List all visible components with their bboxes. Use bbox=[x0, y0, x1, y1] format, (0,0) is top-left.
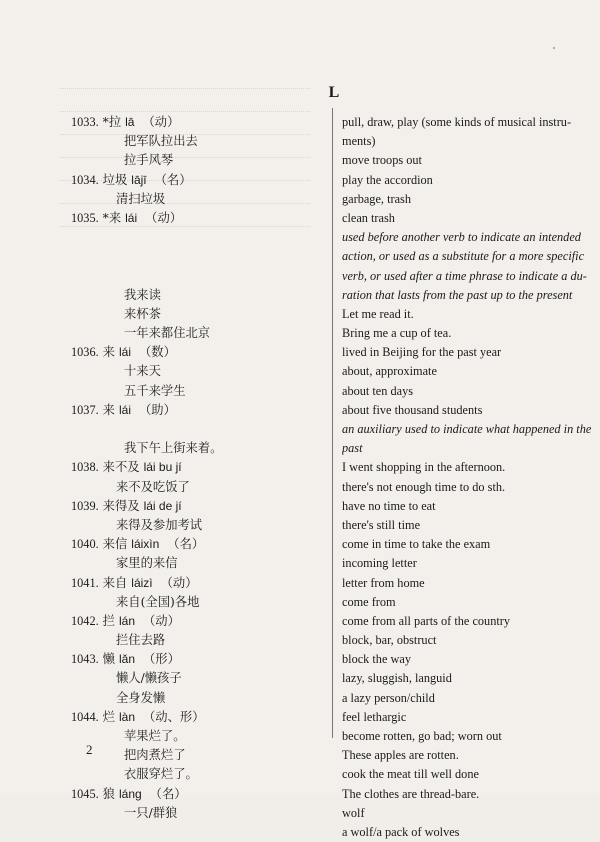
headword: 烂 bbox=[102, 709, 115, 724]
example-phrase: 五千来学生 bbox=[124, 383, 186, 398]
example-phrase: 我来读 bbox=[124, 287, 161, 302]
usage-note: ration that lasts from the past up to the present bbox=[342, 287, 573, 302]
entry-number: 1041. bbox=[71, 575, 99, 590]
example-phrase: 全身发懒 bbox=[116, 690, 166, 705]
pinyin: láng bbox=[118, 786, 142, 801]
translation: lazy, sluggish, languid bbox=[342, 671, 452, 686]
example-phrase bbox=[71, 247, 333, 266]
translation: block, bar, obstruct bbox=[342, 633, 437, 648]
pinyin: láizì bbox=[131, 575, 153, 590]
translation: letter from home bbox=[342, 575, 425, 590]
example-phrase bbox=[71, 267, 333, 286]
english-column bbox=[342, 113, 594, 842]
example-phrase bbox=[71, 420, 333, 439]
example-phrase: 来得及参加考试 bbox=[116, 517, 203, 532]
translation: cook the meat till well done bbox=[342, 767, 479, 782]
section-letter: L bbox=[328, 84, 340, 101]
entry-headword-row bbox=[71, 574, 333, 593]
example-phrase: 清扫垃圾 bbox=[116, 191, 166, 206]
part-of-speech: （名） bbox=[154, 172, 192, 187]
entry-number: 1044. bbox=[71, 709, 99, 724]
part-of-speech: （动、形） bbox=[143, 709, 205, 724]
translation: clean trash bbox=[342, 210, 395, 225]
entry-number: 1036. bbox=[71, 345, 99, 360]
example-phrase: 苹果烂了。 bbox=[124, 729, 186, 743]
headword: 来 bbox=[102, 345, 115, 360]
pinyin: làn bbox=[118, 709, 135, 724]
example-phrase: 把军队拉出去 bbox=[124, 134, 198, 149]
part-of-speech: （数） bbox=[139, 345, 176, 360]
usage-note: an auxiliary used to indicate what happened in the bbox=[342, 422, 592, 436]
translation: come from bbox=[342, 594, 396, 609]
translation: I went shopping in the afternoon. bbox=[342, 460, 506, 475]
entry-headword-row bbox=[71, 497, 333, 516]
example-phrase: 衣服穿烂了。 bbox=[124, 767, 198, 782]
pinyin: láixìn bbox=[131, 537, 160, 552]
entry-number: 1043. bbox=[71, 652, 99, 667]
entry-headword-row bbox=[71, 785, 333, 804]
translation: ments) bbox=[342, 134, 376, 149]
headword: 懒 bbox=[102, 652, 115, 667]
headword: 来自 bbox=[102, 575, 128, 590]
headword: 垃圾 bbox=[102, 172, 128, 187]
entry-number: 1040. bbox=[71, 537, 99, 552]
usage-note: action, or used as a substitute for a more specific bbox=[342, 249, 585, 264]
part-of-speech: （动） bbox=[143, 613, 180, 628]
example-phrase: 拦住去路 bbox=[116, 633, 166, 648]
entry-headword-row bbox=[71, 535, 333, 554]
translation: garbage, trash bbox=[342, 191, 411, 206]
pinyin: lái bbox=[125, 210, 138, 225]
example-phrase: 一只/群狼 bbox=[124, 805, 178, 820]
page-number: 2 bbox=[86, 742, 93, 757]
translation: These apples are rotten. bbox=[342, 748, 459, 763]
entry-headword-row bbox=[71, 171, 333, 190]
pinyin: lán bbox=[118, 613, 135, 628]
translation: move troops out bbox=[342, 153, 422, 168]
pinyin: lái de jí bbox=[143, 498, 182, 513]
page-speck bbox=[553, 47, 555, 49]
translation: Bring me a cup of tea. bbox=[342, 326, 452, 341]
chinese-column bbox=[71, 113, 333, 823]
headword: 来 bbox=[102, 402, 115, 417]
entry-number: 1033. bbox=[71, 115, 99, 129]
entry-headword-row bbox=[71, 113, 333, 132]
headword: 来信 bbox=[102, 537, 128, 552]
entry-headword-row bbox=[71, 458, 333, 477]
entry-number: 1042. bbox=[71, 613, 99, 628]
translation: pull, draw, play (some kinds of musical instru- bbox=[342, 115, 572, 129]
example-phrase: 十来天 bbox=[124, 364, 161, 379]
entry-number: 1035. bbox=[71, 210, 99, 225]
translation: come in time to take the exam bbox=[342, 537, 491, 552]
example-phrase: 我下午上街来着。 bbox=[124, 441, 223, 456]
translation: play the accordion bbox=[342, 172, 433, 187]
headword: 来得及 bbox=[102, 498, 140, 513]
translation: come from all parts of the country bbox=[342, 613, 511, 628]
headword: 狼 bbox=[102, 786, 115, 801]
example-phrase: 一年来都住北京 bbox=[124, 326, 211, 341]
example-phrase: 家里的来信 bbox=[116, 556, 178, 571]
example-phrase: 懒人/懒孩子 bbox=[116, 671, 182, 686]
translation: The clothes are thread-bare. bbox=[342, 786, 480, 801]
entry-headword-row bbox=[71, 209, 333, 228]
part-of-speech: （动） bbox=[160, 575, 198, 590]
example-phrase: 拉手风琴 bbox=[124, 153, 174, 168]
translation: about, approximate bbox=[342, 364, 437, 379]
part-of-speech: （动） bbox=[142, 115, 180, 129]
entry-number: 1039. bbox=[71, 498, 99, 513]
pinyin: lái bu jí bbox=[143, 460, 182, 475]
translation: there's not enough time to do sth. bbox=[342, 479, 506, 494]
headword: 拦 bbox=[102, 613, 115, 628]
headword: *拉 bbox=[102, 115, 122, 129]
example-phrase: 来不及吃饭了 bbox=[116, 479, 190, 494]
pinyin: lājī bbox=[131, 172, 147, 187]
translation: block the way bbox=[342, 652, 411, 667]
entry-number: 1045. bbox=[71, 786, 99, 801]
translation: there's still time bbox=[342, 517, 421, 532]
headword: 来不及 bbox=[102, 460, 140, 475]
example-phrase: 把肉煮烂了 bbox=[124, 748, 186, 763]
part-of-speech: （名） bbox=[149, 786, 187, 801]
part-of-speech: （动） bbox=[145, 210, 183, 225]
entry-headword-row bbox=[71, 401, 333, 420]
translation: Let me read it. bbox=[342, 306, 414, 321]
pinyin: lái bbox=[118, 402, 131, 417]
part-of-speech: （形） bbox=[143, 652, 180, 667]
entry-headword-row bbox=[71, 650, 333, 669]
translation: wolf bbox=[342, 805, 365, 820]
example-phrase bbox=[71, 228, 333, 247]
example-phrase: 来杯茶 bbox=[124, 306, 161, 321]
part-of-speech: （名） bbox=[167, 537, 205, 552]
entry-headword-row bbox=[71, 612, 333, 631]
entry-headword-row bbox=[71, 708, 333, 727]
translation: lived in Beijing for the past year bbox=[342, 345, 502, 360]
translation: about five thousand students bbox=[342, 402, 483, 417]
translation: a wolf/a pack of wolves bbox=[342, 824, 460, 839]
translation: about ten days bbox=[342, 383, 414, 398]
translation: feel lethargic bbox=[342, 709, 407, 724]
translation: have no time to eat bbox=[342, 498, 436, 513]
pinyin: lā bbox=[125, 115, 135, 129]
translation: incoming letter bbox=[342, 556, 417, 571]
pinyin: lǎn bbox=[118, 652, 135, 667]
translation: become rotten, go bad; worn out bbox=[342, 729, 502, 743]
translation: a lazy person/child bbox=[342, 690, 435, 705]
entry-number: 1034. bbox=[71, 172, 99, 187]
part-of-speech: （助） bbox=[139, 402, 176, 417]
entry-number: 1037. bbox=[71, 402, 99, 417]
entry-number: 1038. bbox=[71, 460, 99, 475]
pinyin: lái bbox=[118, 345, 131, 360]
headword: *来 bbox=[102, 210, 122, 225]
usage-note: past bbox=[342, 441, 363, 456]
entry-headword-row bbox=[71, 343, 333, 362]
usage-note: verb, or used after a time phrase to indicate a du- bbox=[342, 268, 587, 283]
example-phrase: 来自(全国)各地 bbox=[116, 594, 200, 609]
usage-note: used before another verb to indicate an intended bbox=[342, 230, 581, 245]
